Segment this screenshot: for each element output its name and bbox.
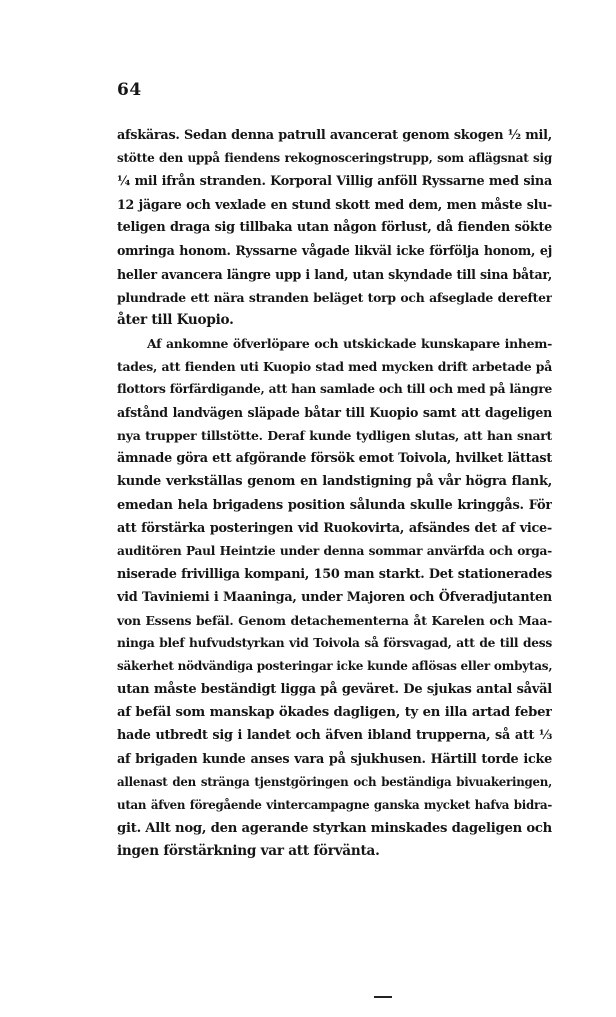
footer-dash <box>374 996 392 998</box>
text-line: utan äfven föregående vintercampagne ganska mycket hafva bidra- <box>117 797 552 812</box>
text-line: tades, att fienden uti Kuopio stad med mycken drift arbetade på <box>117 358 552 374</box>
text-line: af befäl som manskap ökades dagligen, ty en illa artad feber <box>117 705 552 721</box>
text-line: kunde verkställas genom en landstigning på vår högra flank, <box>117 474 552 490</box>
text-line: emedan hela brigadens position sålunda skulle kringgås. För <box>117 497 552 513</box>
text-line: afskäras. Sedan denna patrull avancerat genom skogen ½ mil, <box>117 128 552 143</box>
text-line: von Essens befäl. Genom detachementerna åt Karelen och Maa- <box>117 612 552 628</box>
body-text <box>117 124 552 863</box>
text-line: ämnade göra ett afgörande försök emot Toivola, hvilket lättast <box>117 451 552 467</box>
text-line: flottors förfärdigande, att han samlade och till och med på längre <box>117 382 552 397</box>
text-line: niserade frivilliga kompani, 150 man starkt. Det stationerades <box>117 566 552 582</box>
text-line: plundrade ett nära stranden beläget torp och afseglade derefter <box>117 289 552 305</box>
text-line: auditören Paul Heintzie under denna sommar anvärfda och orga- <box>117 543 552 558</box>
text-line: hade utbredt sig i landet och äfven ibland trupperna, så att ⅓ <box>117 728 552 744</box>
text-line: afstånd landvägen släpade båtar till Kuopio samt att dageligen <box>117 405 552 421</box>
text-line: utan måste beständigt ligga på geväret. De sjukas antal såväl <box>117 682 552 698</box>
text-line: att förstärka posteringen vid Ruokovirta, afsändes det af vice- <box>117 520 552 536</box>
text-line: ¼ mil ifrån stranden. Korporal Villig anföll Ryssarne med sina <box>117 174 552 190</box>
text-line: säkerhet nödvändiga posteringar icke kunde aflösas eller ombytas, <box>117 659 552 674</box>
text-line: omringa honom. Ryssarne vågade likväl icke förfölja honom, ej <box>117 243 552 259</box>
text-line: teligen draga sig tillbaka utan någon förlust, då fienden sökte <box>117 220 552 236</box>
text-line: allenast den stränga tjenstgöringen och beständiga bivuakeringen, <box>117 774 552 789</box>
text-line: stötte den uppå fiendens rekognosceringstrupp, som aflägsnat sig <box>117 151 552 166</box>
text-line: 12 jägare och vexlade en stund skott med dem, men måste slu- <box>117 197 552 213</box>
text-line: Af ankomne öfverlöpare och utskickade kunskapare inhem- <box>147 335 552 351</box>
text-line: git. Allt nog, den agerande styrkan minskades dageligen och <box>117 820 552 836</box>
text-line: nya trupper tillstötte. Deraf kunde tydligen slutas, att han snart <box>117 428 552 444</box>
page-number: 64 <box>117 80 142 100</box>
text-line: ingen förstärkning var att förvänta. <box>117 842 380 859</box>
text-line: af brigaden kunde anses vara på sjukhusen. Härtill torde icke <box>117 751 552 767</box>
text-line: heller avancera längre upp i land, utan skyndade till sina båtar, <box>117 266 552 282</box>
text-line: ninga blef hufvudstyrkan vid Toivola så försvagad, att de till dess <box>117 636 552 651</box>
text-line: vid Taviniemi i Maaninga, under Majoren och Öfveradjutanten <box>117 589 552 605</box>
text-line: åter till Kuopio. <box>117 311 234 328</box>
